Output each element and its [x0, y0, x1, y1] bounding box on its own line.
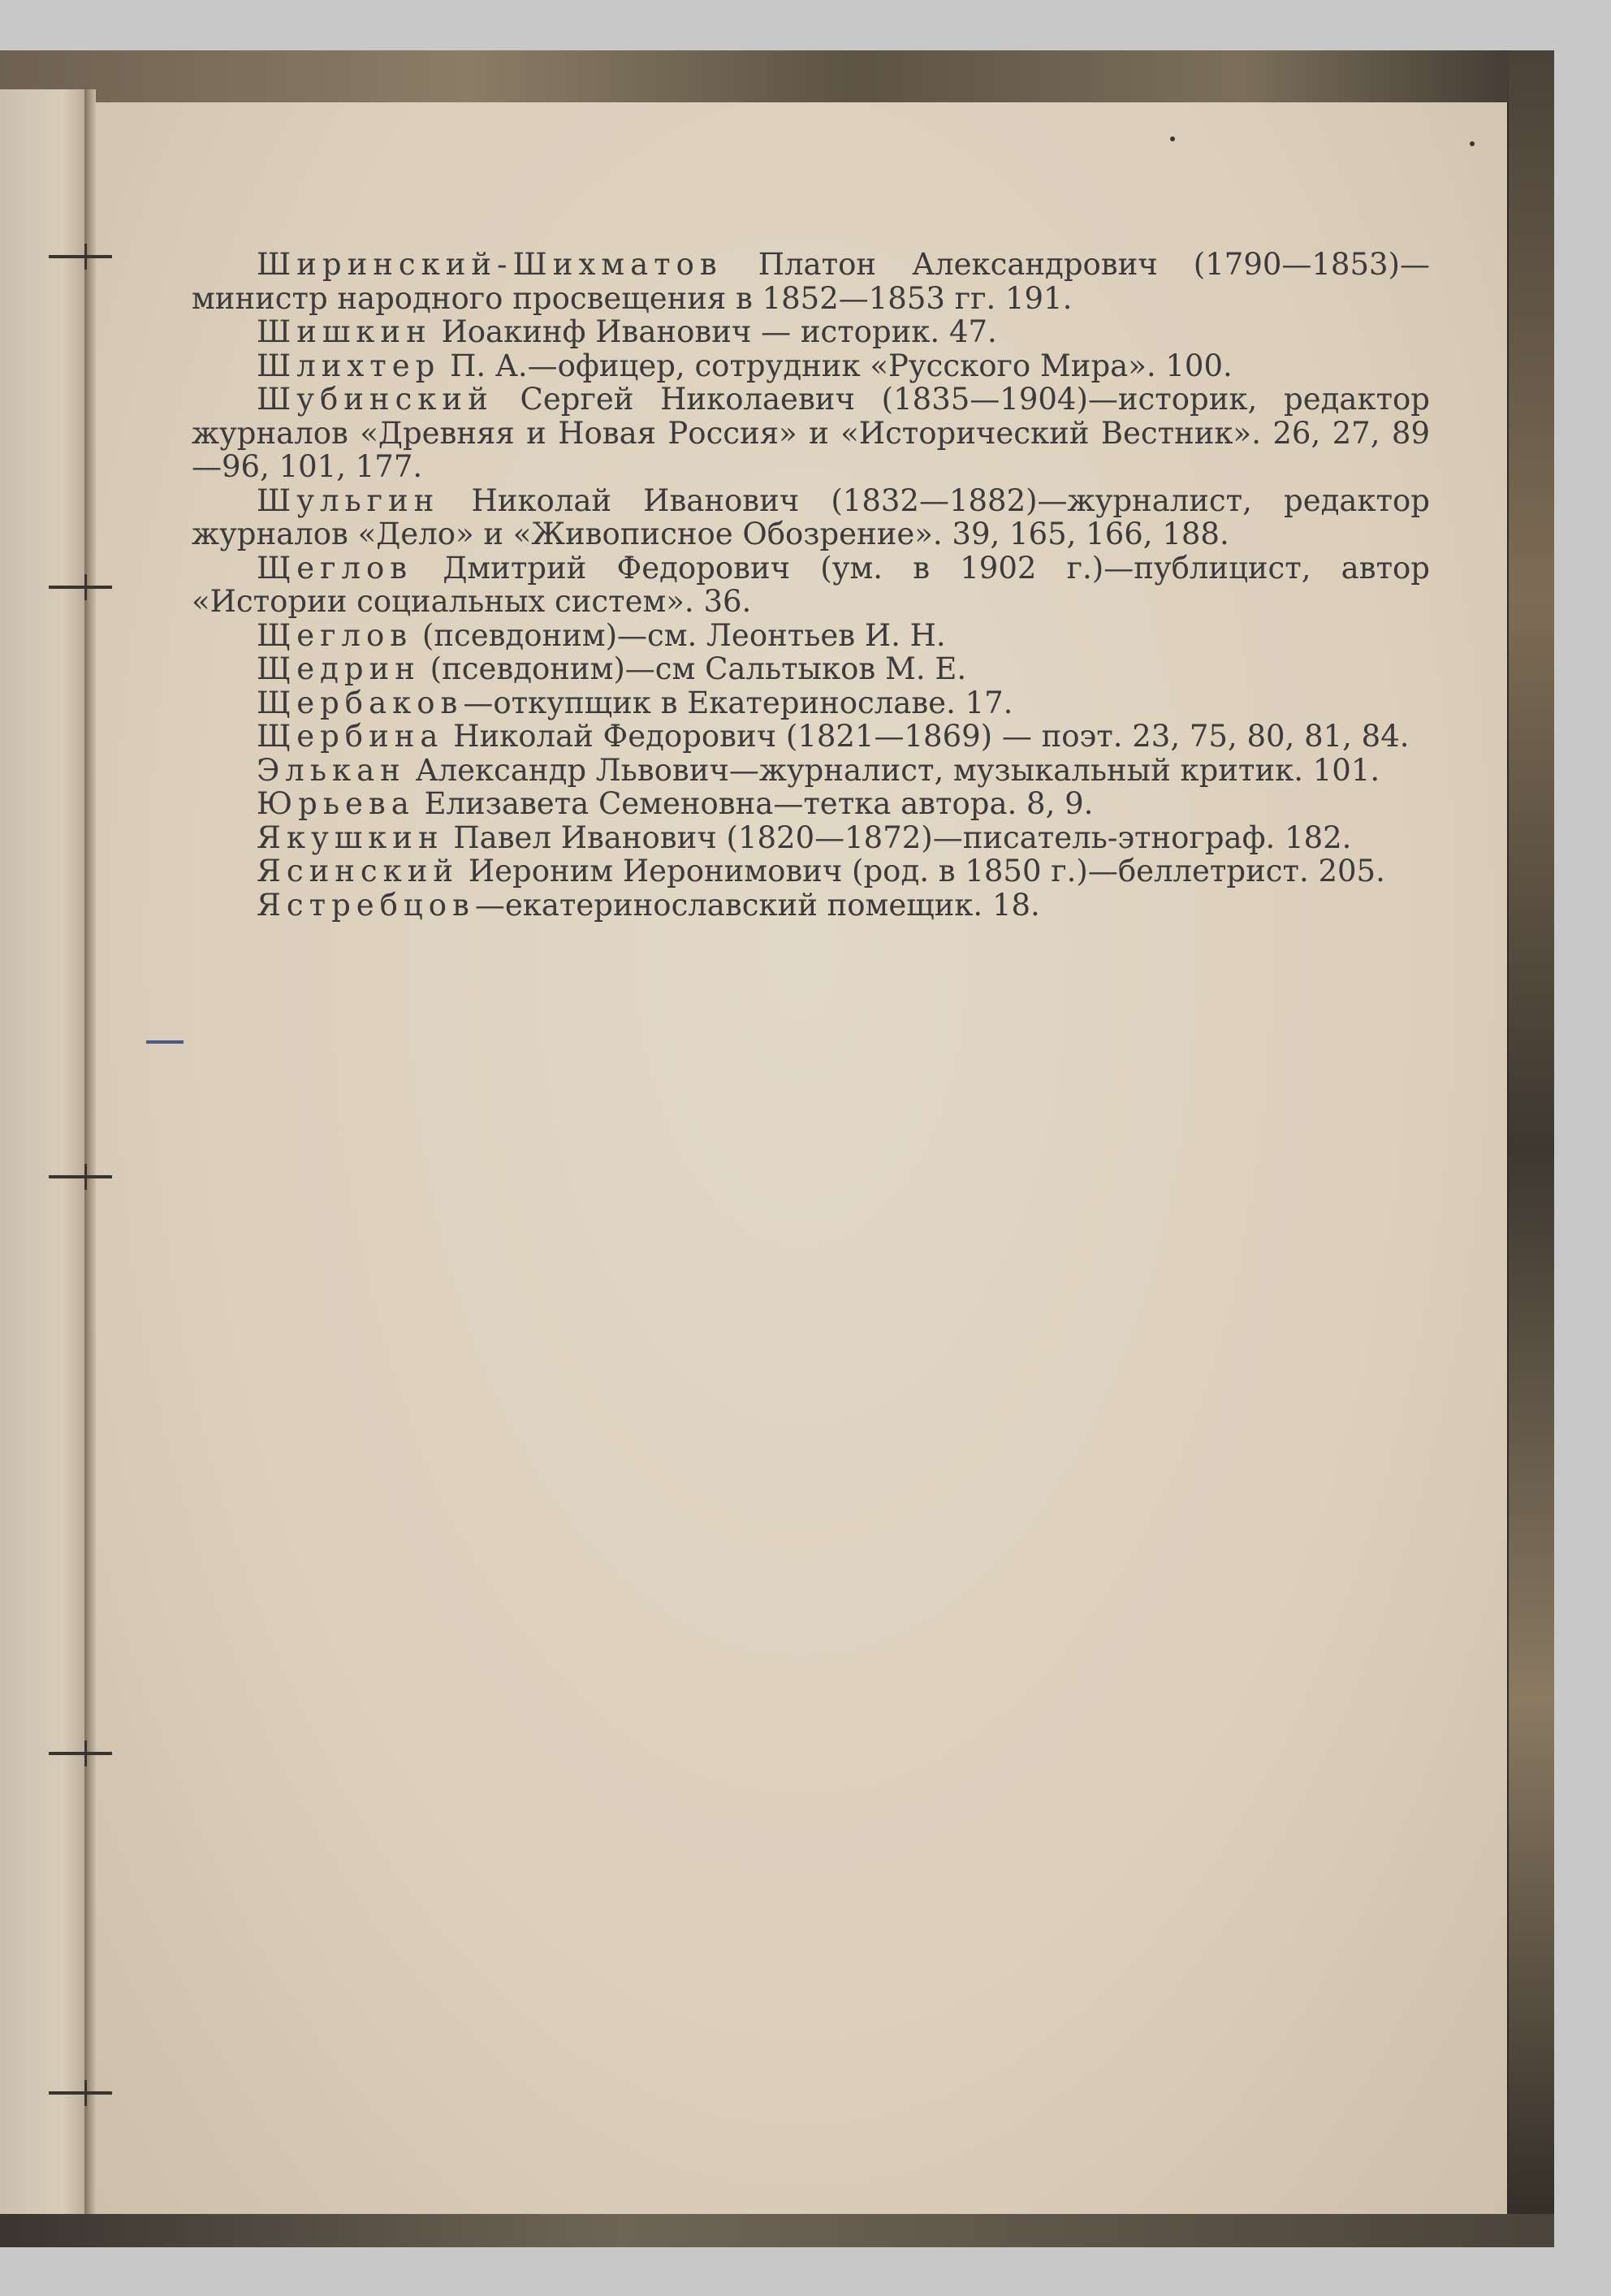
- entry-surname: Шишкин: [257, 314, 432, 349]
- index-entry: [192, 889, 1430, 923]
- binding-stitch: [49, 1175, 112, 1178]
- index-entry: [192, 248, 1430, 315]
- index-entry: [192, 383, 1430, 484]
- index-entry: [192, 551, 1430, 619]
- entry-surname: Щедрин: [257, 651, 421, 686]
- name-index-text: [192, 248, 1430, 922]
- index-entry: [192, 720, 1430, 754]
- book-gutter: [84, 89, 96, 2217]
- entry-details: Елизавета Семеновна—тетка автора. 8, 9.: [414, 786, 1094, 821]
- entry-surname: Щербаков: [257, 685, 464, 720]
- page-speck: [1170, 136, 1175, 141]
- entry-surname: Щеглов: [257, 617, 413, 653]
- index-entry: [192, 484, 1430, 551]
- index-entry: [192, 349, 1430, 383]
- page-speck: [1470, 141, 1475, 146]
- entry-details: —екатеринославский помещик. 18.: [474, 887, 1040, 923]
- entry-surname: Ширинский-Шихматов: [257, 247, 723, 282]
- entry-surname: Якушкин: [257, 819, 444, 855]
- entry-surname: Щербина: [257, 719, 444, 754]
- entry-details: —откупщик в Екатеринославе. 17.: [463, 685, 1013, 720]
- entry-details: Иоакинф Иванович — историк. 47.: [431, 314, 997, 349]
- index-entry: [192, 821, 1430, 855]
- entry-details: Дмитрий Федорович (ум. в 1902 г.)—публицист, автор «Истории социальных систем». 36.: [192, 550, 1430, 619]
- entry-details: П. А.—офицер, сотрудник «Русского Мира». 100.: [440, 348, 1233, 383]
- entry-surname: Шлихтер: [257, 348, 441, 383]
- entry-surname: Щеглов: [257, 550, 413, 586]
- entry-surname: Ясинский: [257, 854, 460, 889]
- entry-surname: Элькан: [257, 752, 406, 788]
- entry-details: Александр Львович—журналист, музыкальный критик. 101.: [405, 752, 1380, 788]
- entry-surname: Ястребцов: [257, 887, 475, 923]
- entry-details: Николай Федорович (1821—1869) — поэт. 23, 75, 80, 81, 84.: [443, 719, 1410, 754]
- entry-details: Платон Александрович (1790—1853)—министр народного просвещения в 1852—1853 гг. 191.: [192, 247, 1430, 316]
- entry-details: Иероним Иеронимович (род. в 1850 г.)—беллетрист. 205.: [459, 854, 1385, 889]
- index-entry: [192, 315, 1430, 349]
- facing-page-edge: [0, 89, 89, 2217]
- ink-mark: [146, 1040, 184, 1044]
- index-entry: [192, 854, 1430, 889]
- index-entry: [192, 652, 1430, 686]
- entry-details: Николай Иванович (1832—1882)—журналист, редактор журналов «Дело» и «Живописное Обозрение». 39, 165, 166, 188.: [192, 482, 1430, 551]
- book-cover-edge-bottom: [0, 2214, 1554, 2247]
- index-entry: [192, 686, 1430, 720]
- index-entry: [192, 787, 1430, 821]
- binding-stitch: [49, 1752, 112, 1755]
- entry-details: (псевдоним)—см Сальтыков М. Е.: [420, 651, 967, 686]
- binding-stitch: [49, 2091, 112, 2095]
- entry-details: Сергей Николаевич (1835—1904)—историк, редактор журналов «Древняя и Новая Россия» и «Исторический Вестник». 26, 27, 89—96, 101, 177.: [192, 382, 1430, 484]
- entry-surname: Юрьева: [257, 786, 415, 821]
- binding-stitch: [49, 586, 112, 589]
- entry-details: Павел Иванович (1820—1872)—писатель-этнограф. 182.: [443, 819, 1352, 855]
- entry-surname: Шульгин: [257, 482, 440, 518]
- index-entry: [192, 754, 1430, 788]
- book-cover-edge-top: [0, 50, 1554, 102]
- entry-details: (псевдоним)—см. Леонтьев И. Н.: [412, 617, 946, 653]
- book-cover-edge-right: [1509, 50, 1554, 2247]
- entry-surname: Шубинский: [257, 382, 494, 417]
- index-entry: [192, 619, 1430, 653]
- binding-stitch: [49, 255, 112, 258]
